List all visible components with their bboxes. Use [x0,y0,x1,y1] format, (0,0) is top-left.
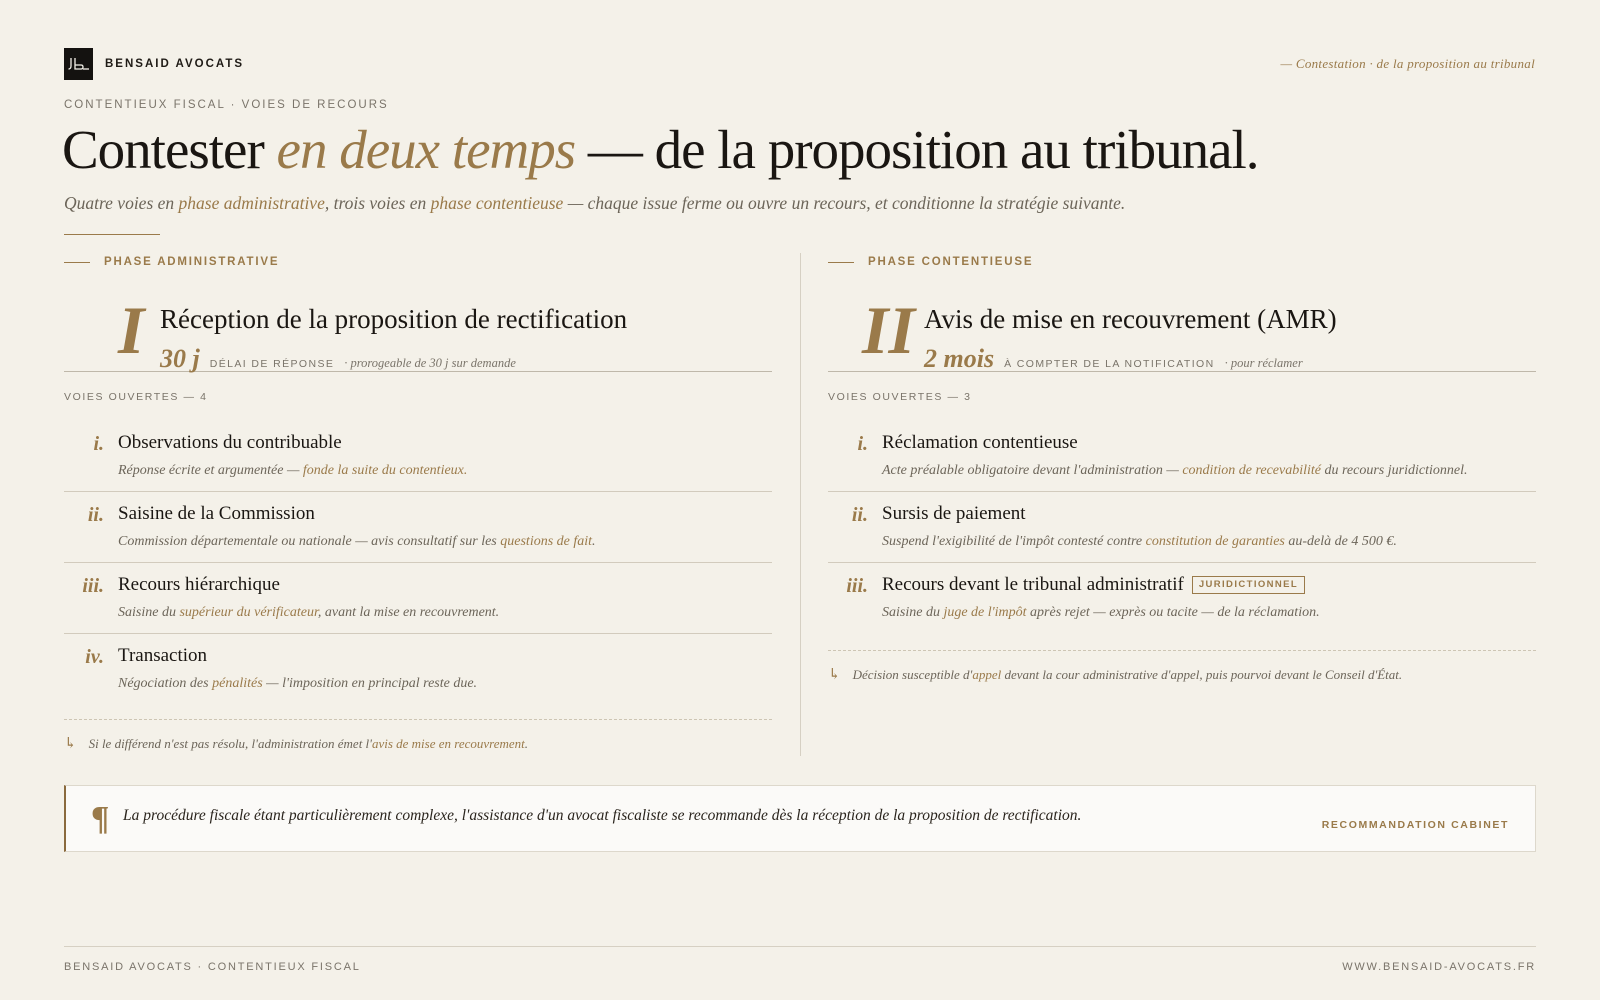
outcome-highlight: avis de mise en recouvrement [371,735,525,751]
item-title: Saisine de la Commission [118,503,315,524]
title-emphasis: en deux temps [276,119,576,180]
outcome-text [853,667,1403,683]
item-title-text: Sursis de paiement [882,503,1026,524]
deadline-note: · pour réclamer [1224,356,1303,370]
desc-highlight: constitution de garanties [1145,534,1285,549]
kicker: CONTENTIEUX FISCAL · VOIES DE RECOURS [64,99,389,111]
phase-header [64,274,772,372]
desc-text-end: après rejet — exprès ou tacite — de la réclamation. [1026,605,1320,620]
item-title [882,432,1078,454]
jb-monogram-logo [64,48,93,80]
page-title [62,118,1259,181]
phase-administrative-column [64,250,772,753]
desc-text-end: , avant la mise en recouvrement. [317,605,500,620]
deadline-caption: DÉLAI DE RÉPONSE [209,358,335,370]
phase-label [828,250,1536,274]
deadline-caption: À COMPTER DE LA NOTIFICATION [1004,358,1215,370]
juridictionnel-badge: JURIDICTIONNEL [1192,576,1305,593]
desc-text: Négociation des [118,676,213,691]
item-number: iv. [85,646,104,668]
subtitle-highlight-1: phase administrative [178,193,325,213]
item-number: i. [857,433,868,455]
page-footer [64,946,1536,973]
subtitle-highlight-2: phase contentieuse [430,193,564,213]
desc-text: Suspend l'exigibilité de l'impôt contesté contre [882,534,1146,549]
phase-label [64,250,772,274]
title-part1: Contester [62,119,277,180]
list-item [64,634,772,705]
return-arrow-icon: ↳ [64,736,77,752]
title-part2: — de la proposition au tribunal. [575,119,1259,180]
list-item [64,421,772,492]
item-title: Observations du contribuable [118,432,342,453]
deadline-note: · prorogeable de 30 j sur demande [344,356,516,370]
item-title [882,503,1026,525]
outcome-highlight: appel [972,666,1002,682]
phase-title: Avis de mise en recouvrement (AMR) [924,304,1337,334]
desc-text-end: — l'imposition en principal reste due. [262,676,478,691]
phase-outcome-note [828,650,1536,684]
desc-text-end: du recours juridictionnel. [1321,463,1468,478]
item-title [882,574,1305,596]
item-description [882,605,1320,621]
subtitle-text-3: — chaque issue ferme ou ouvre un recours, et conditionne la stratégie suivante. [563,193,1126,213]
pilcrow-icon: ¶ [92,799,109,837]
phase-label-text: PHASE ADMINISTRATIVE [104,256,280,268]
item-description [118,676,477,692]
return-arrow-icon: ↳ [828,667,841,683]
recommendation-label: RECOMMANDATION CABINET [1321,818,1509,831]
item-title-text: Réclamation contentieuse [882,432,1078,453]
item-description [882,534,1397,550]
section-tagline: — Contestation · de la proposition au tribunal [1280,56,1535,71]
desc-text: Saisine du [118,605,180,620]
footer-left: BENSAID AVOCATS · CONTENTIEUX FISCAL [64,961,361,973]
voies-count: VOIES OUVERTES — 3 [828,391,972,403]
item-number: ii. [87,504,104,526]
outcome-text-2: . [524,735,529,751]
desc-text: Réponse écrite et argumentée — [118,463,303,478]
item-number: iii. [82,575,104,597]
phase-label-text: PHASE CONTENTIEUSE [868,256,1034,268]
desc-highlight: pénalités [212,676,263,691]
phase-label-rule [64,262,90,263]
phase-title: Réception de la proposition de rectification [160,304,628,334]
outcome-text-2: devant la cour administrative d'appel, puis pourvoi devant le Conseil d'État. [1001,666,1403,682]
desc-highlight: juge de l'impôt [943,605,1027,620]
item-description [118,534,596,550]
item-number: ii. [851,504,868,526]
phase-deadline [924,344,1303,374]
desc-text-end: au-delà de 4 500 €. [1284,534,1397,549]
phase-contentieuse-column [828,250,1536,684]
voies-list [828,421,1536,634]
voies-count: VOIES OUVERTES — 4 [64,391,208,403]
title-rule [64,234,160,235]
list-item [64,563,772,634]
item-title: Transaction [118,645,208,666]
recommendation-text: La procédure fiscale étant particulièrement complexe, l'assistance d'un avocat fiscaliste se recommande dès la réception de la proposition de rectification. [123,806,1082,824]
item-title: Recours hiérarchique [118,574,280,595]
voies-list [64,421,772,705]
footer-website-link[interactable]: WWW.BENSAID-AVOCATS.FR [1342,961,1536,973]
desc-highlight: condition de recevabilité [1182,463,1321,478]
phase-numeral: I [118,292,145,368]
deadline-value: 30 j [160,344,200,373]
desc-highlight: fonde la suite du contentieux. [302,463,468,478]
item-description [882,463,1467,479]
item-number: iii. [846,575,868,597]
outcome-text-1: Décision susceptible d' [852,666,973,682]
desc-text: Saisine du [882,605,944,620]
outcome-text-1: Si le différend n'est pas résolu, l'administration émet l' [88,735,372,751]
brand-name: BENSAID AVOCATS [105,58,245,70]
brand[interactable] [64,48,244,80]
recommendation-callout [64,785,1536,852]
logo-mark [68,57,90,71]
outcome-text [89,736,528,752]
subtitle-text-1: Quatre voies en [64,193,179,213]
item-description [118,463,467,479]
list-item [828,492,1536,563]
column-divider [800,253,801,756]
desc-text-end: . [592,534,596,549]
subtitle-text-2: , trois voies en [324,193,431,213]
list-item [828,421,1536,492]
item-number: i. [93,433,104,455]
phase-header [828,274,1536,372]
phase-outcome-note [64,719,772,753]
desc-highlight: supérieur du vérificateur [179,605,318,620]
top-bar [64,48,1535,80]
desc-text: Commission départementale ou nationale — avis consultatif sur les [118,534,501,549]
item-description [118,605,499,621]
item-title-text: Recours devant le tribunal administratif [882,574,1184,595]
list-item [64,492,772,563]
desc-highlight: questions de fait [500,534,593,549]
deadline-value: 2 mois [924,344,995,373]
page-subtitle [64,193,1125,214]
phase-deadline [160,344,516,374]
desc-text: Acte préalable obligatoire devant l'administration — [882,463,1183,478]
phase-numeral: II [862,292,915,368]
phase-label-rule [828,262,854,263]
list-item [828,563,1536,634]
